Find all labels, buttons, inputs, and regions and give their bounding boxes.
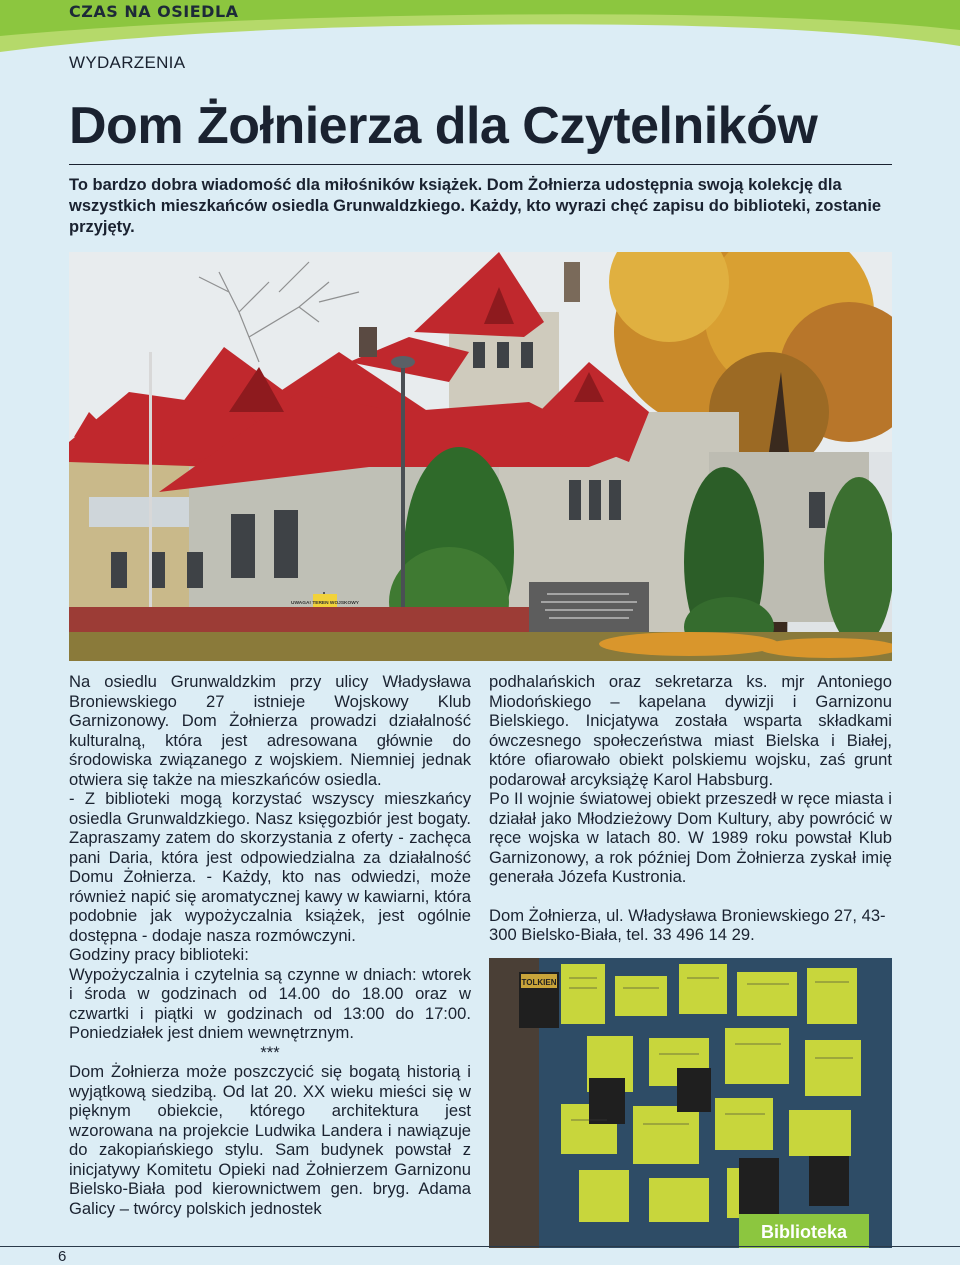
paragraph: - Z biblioteki mogą korzystać wszyscy mieszkańcy osiedla Grunwaldzkiego. Nasz księgozbiór jest bogaty. Zapraszamy zatem do skorzystania z oferty - zachęca pani Daria, która jest odpowiedzialna za działalność Domu Żołnierza. - Każdy, kto nas odwiedzi, może również napić się aromatycznej kawy w kawiarni, która podobnie jak wypożyczalnia książek, jest ogólnie dostępna - dodaje nasza rozmówczyni.	[69, 789, 471, 945]
article-column-left	[69, 672, 471, 1218]
book-title-text: TOLKIEN	[521, 978, 557, 987]
paragraph: Na osiedlu Grunwaldzkim przy ulicy Władysława Broniewskiego 27 istnieje Wojskowy Klub Garnizonowy. Dom Żołnierza prowadzi działalność kulturalną, która jest adresowana głównie do środowiska związanego z wojskiem. Niemniej jednak otwiera się także na mieszkańców osiedla.	[69, 672, 471, 789]
warning-sign-text: UWAGA! TEREN WOJSKOWY	[291, 601, 359, 606]
paragraph: Dom Żołnierza może poszczycić się bogatą historią i wyjątkową siedzibą. Od lat 20. XX wieku mieści się w pięknym obiekcie, którego architektura jest wzorowana na projekcie Ludwika Landera i nawiązuje do zakopiańskiego stylu. Sam budynek powstał z inicjatywy Komitetu Opieki nad Żołnierzem Garnizonu Bielsko-Biała pod kierownictwem gen. bryg. Adama Galicy – twórcy polskich jednostek	[69, 1062, 471, 1218]
article-lead: To bardzo dobra wiadomość dla miłośników książek. Dom Żołnierza udostępnia swoją kolekcję dla wszystkich mieszkańców osiedla Grunwaldzkiego. Każdy, kto wyrazi chęć zapisu do biblioteki, zostanie przyjęty.	[69, 176, 882, 236]
section-separator: ***	[260, 1042, 280, 1062]
section-tag: CZAS NA OSIEDLA	[69, 2, 239, 21]
paragraph: Po II wojnie światowej obiekt przeszedł w ręce miasta i działał jako Młodzieżowy Dom Kultury, aby powrócić w ręce wojska w latach 80. W 1989 roku powstał Klub Garnizonowy, a rok później Dom Żołnierza zyskał imię generała Józefa Kustronia.	[489, 789, 892, 886]
category-label: WYDARZENIA	[69, 53, 186, 72]
hours-heading: Godziny pracy biblioteki:	[69, 945, 249, 964]
footer-divider	[0, 1246, 960, 1247]
paragraph: Wypożyczalnia i czytelnia są czynne w dniach: wtorek i środa w godzinach od 14.00 do 18.00 oraz w czwartki i piątki w godzinach od 13:00 do 17:00. Poniedziałek jest dniem wewnętrznym.	[69, 964, 471, 1042]
page-number: 6	[58, 1248, 67, 1265]
article-title: Dom Żołnierza dla Czytelników	[69, 97, 818, 155]
building-photo	[69, 252, 892, 661]
library-board-photo	[489, 958, 892, 1248]
title-divider	[69, 164, 892, 165]
paragraph: podhalańskich oraz sekretarza ks. mjr Antoniego Miodońskiego – kapelana dywizji i Garnizonu Bielskiego. Inicjatywa została wsparta składkami ówczesnego społeczeństwa miast Bielska i Białej, które ofiarowało obiekt polskiemu wojsku, zaś grunt podarował arcyksiążę Karol Habsburg.	[489, 672, 892, 789]
board-label-text: Biblioteka	[760, 1222, 848, 1242]
article-column-right	[489, 672, 892, 945]
contact-address: Dom Żołnierza, ul. Władysława Broniewskiego 27, 43-300 Bielsko-Biała, tel. 33 496 14 29.	[489, 905, 886, 944]
